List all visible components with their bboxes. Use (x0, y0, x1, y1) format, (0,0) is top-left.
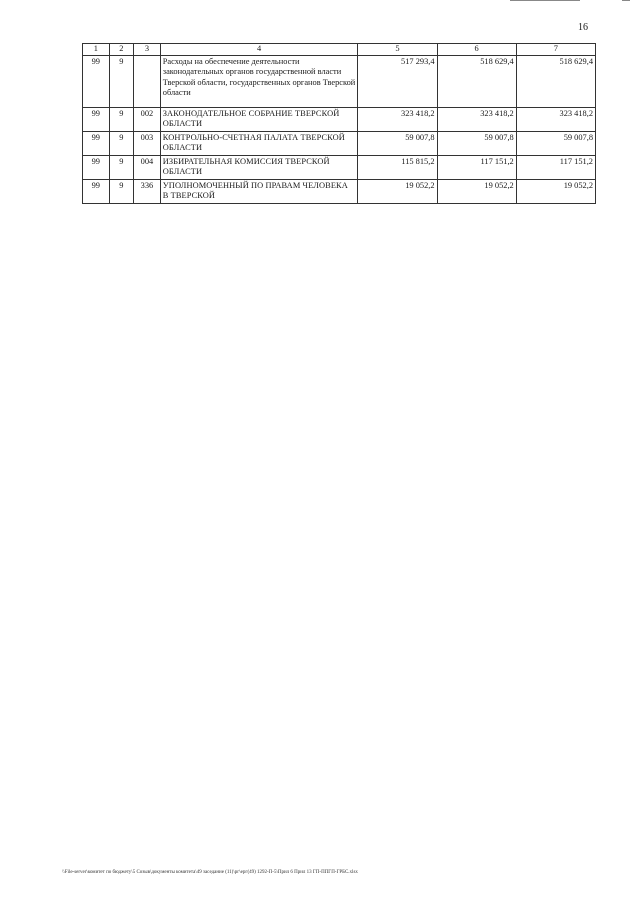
cell-section: 99 (83, 155, 110, 179)
budget-table (82, 43, 596, 204)
footer-file-path: \\File-server\комитет по бюджету\5 Созыв\документы комитета\49 заседание (11)\рг\ерг(49) 1292-П-5\Прил 6 Прил 13 ГП-ППГП-ГРБС.xlsx (62, 870, 358, 875)
cell-value-6: 518 629,4 (437, 55, 516, 107)
cell-section: 99 (83, 131, 110, 155)
header-col-4: 4 (160, 44, 358, 56)
cell-subsection: 9 (109, 179, 134, 203)
cell-subsection: 9 (109, 131, 134, 155)
cell-value-6: 19 052,2 (437, 179, 516, 203)
cell-code (134, 55, 161, 107)
cell-value-7: 19 052,2 (516, 179, 595, 203)
top-edge-mark-small (622, 0, 630, 1)
cell-value-6: 117 151,2 (437, 155, 516, 179)
table-row (83, 155, 596, 179)
cell-code: 003 (134, 131, 161, 155)
cell-value-6: 59 007,8 (437, 131, 516, 155)
header-col-3: 3 (134, 44, 161, 56)
header-col-1: 1 (83, 44, 110, 56)
table-header (83, 44, 596, 56)
cell-name: ЗАКОНОДАТЕЛЬНОЕ СОБРАНИЕ ТВЕРСКОЙ ОБЛАСТИ (160, 107, 358, 131)
cell-value-5: 517 293,4 (358, 55, 437, 107)
cell-subsection: 9 (109, 155, 134, 179)
cell-value-7: 518 629,4 (516, 55, 595, 107)
cell-value-6: 323 418,2 (437, 107, 516, 131)
page-number: 16 (578, 22, 588, 33)
header-col-5: 5 (358, 44, 437, 56)
cell-value-7: 323 418,2 (516, 107, 595, 131)
cell-value-7: 59 007,8 (516, 131, 595, 155)
cell-value-7: 117 151,2 (516, 155, 595, 179)
cell-subsection: 9 (109, 107, 134, 131)
cell-section: 99 (83, 179, 110, 203)
cell-name: ИЗБИРАТЕЛЬНАЯ КОМИССИЯ ТВЕРСКОЙ ОБЛАСТИ (160, 155, 358, 179)
cell-section: 99 (83, 55, 110, 107)
cell-name: УПОЛНОМОЧЕННЫЙ ПО ПРАВАМ ЧЕЛОВЕКА В ТВЕРСКОЙ (160, 179, 358, 203)
cell-name: КОНТРОЛЬНО-СЧЕТНАЯ ПАЛАТА ТВЕРСКОЙ ОБЛАСТИ (160, 131, 358, 155)
cell-subsection: 9 (109, 55, 134, 107)
table-row (83, 179, 596, 203)
header-col-6: 6 (437, 44, 516, 56)
cell-code: 336 (134, 179, 161, 203)
table-body (83, 55, 596, 203)
cell-section: 99 (83, 107, 110, 131)
cell-name: Расходы на обеспечение деятельности законодательных органов государственной власти Тверской области, государственных органов Тверской области (160, 55, 358, 107)
cell-code: 004 (134, 155, 161, 179)
header-col-7: 7 (516, 44, 595, 56)
top-edge-mark (510, 0, 580, 1)
cell-value-5: 59 007,8 (358, 131, 437, 155)
cell-code: 002 (134, 107, 161, 131)
table-row (83, 107, 596, 131)
cell-value-5: 115 815,2 (358, 155, 437, 179)
table-row (83, 131, 596, 155)
header-col-2: 2 (109, 44, 134, 56)
cell-value-5: 19 052,2 (358, 179, 437, 203)
cell-value-5: 323 418,2 (358, 107, 437, 131)
table-row (83, 55, 596, 107)
header-row (83, 44, 596, 56)
